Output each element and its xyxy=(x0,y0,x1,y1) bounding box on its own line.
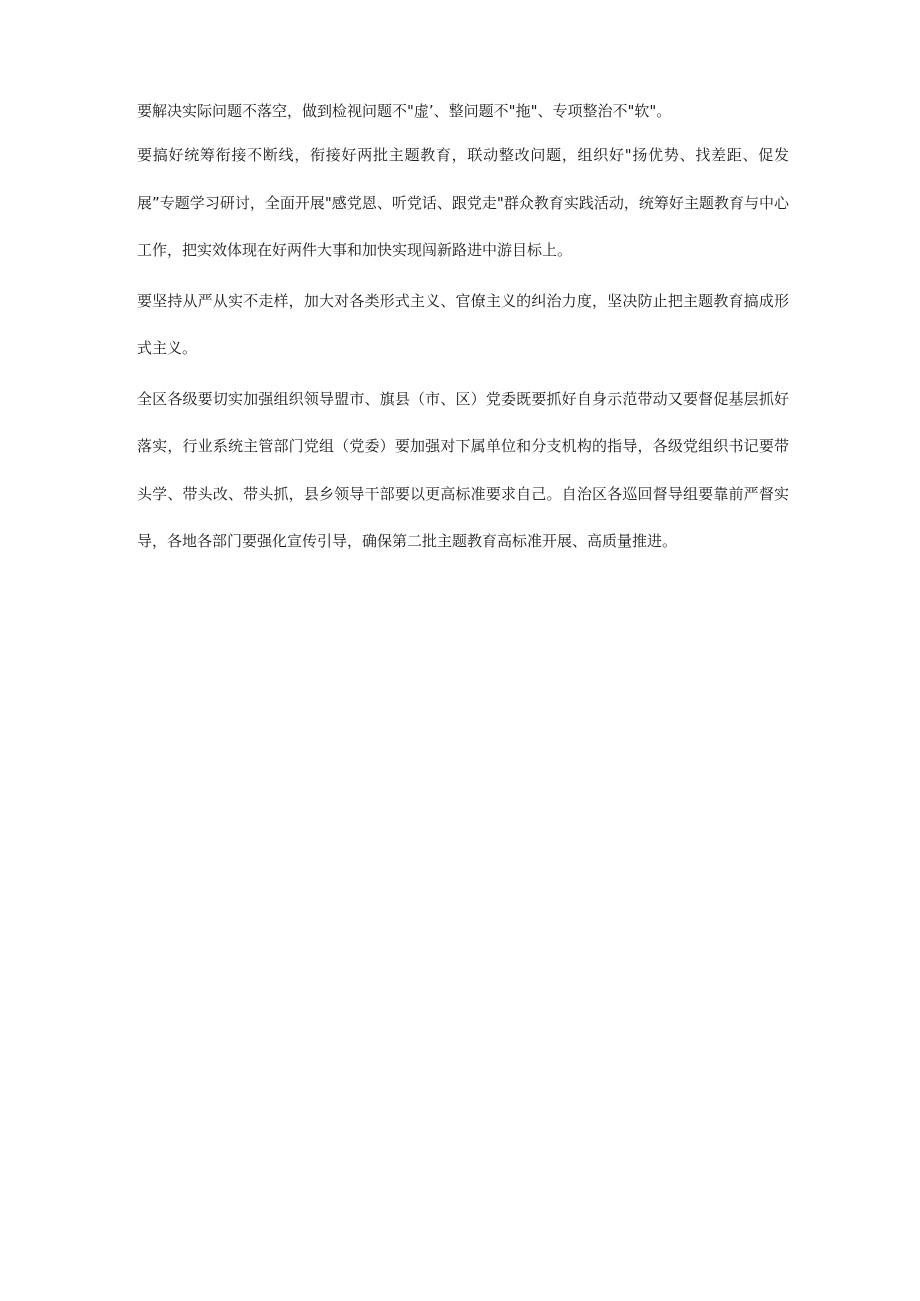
paragraph-coordination: 要搞好统筹衔接不断线，衔接好两批主题教育，联动整改问题，组织好"扬优势、找差距、促发展”专题学习研讨，全面开展"感党恩、听党话、跟党走"群众教育实践活动，统筹好主题教育与中心工作，把实效体现在好两件大事和加快实现闯新路进中游目标上。 xyxy=(137,146,789,259)
paragraph-leadership: 全区各级要切实加强组织领导盟市、旗县（市、区）党委既要抓好自身示范带动又要督促基层抓好落实，行业系统主管部门党组（党委）要加强对下属单位和分支机构的指导，各级党组织书记要带头学、带头改、带头抓，县乡领导干部要以更高标准要求自己。自治区各巡回督导组要靠前严督实导，各地各部门要强化宣传引导，确保第二批主题教育高标准开展、高质量推进。 xyxy=(137,389,789,550)
paragraph-strictness: 要坚持从严从实不走样，加大对各类形式主义、官僚主义的纠治力度，坚决防止把主题教育搞成形式主义。 xyxy=(137,291,789,357)
paragraph-problem-solving: 要解决实际问题不落空，做到检视问题不"虚’、整问题不"拖"、专项整治不"软"。 xyxy=(137,102,672,120)
document-body xyxy=(137,94,789,566)
